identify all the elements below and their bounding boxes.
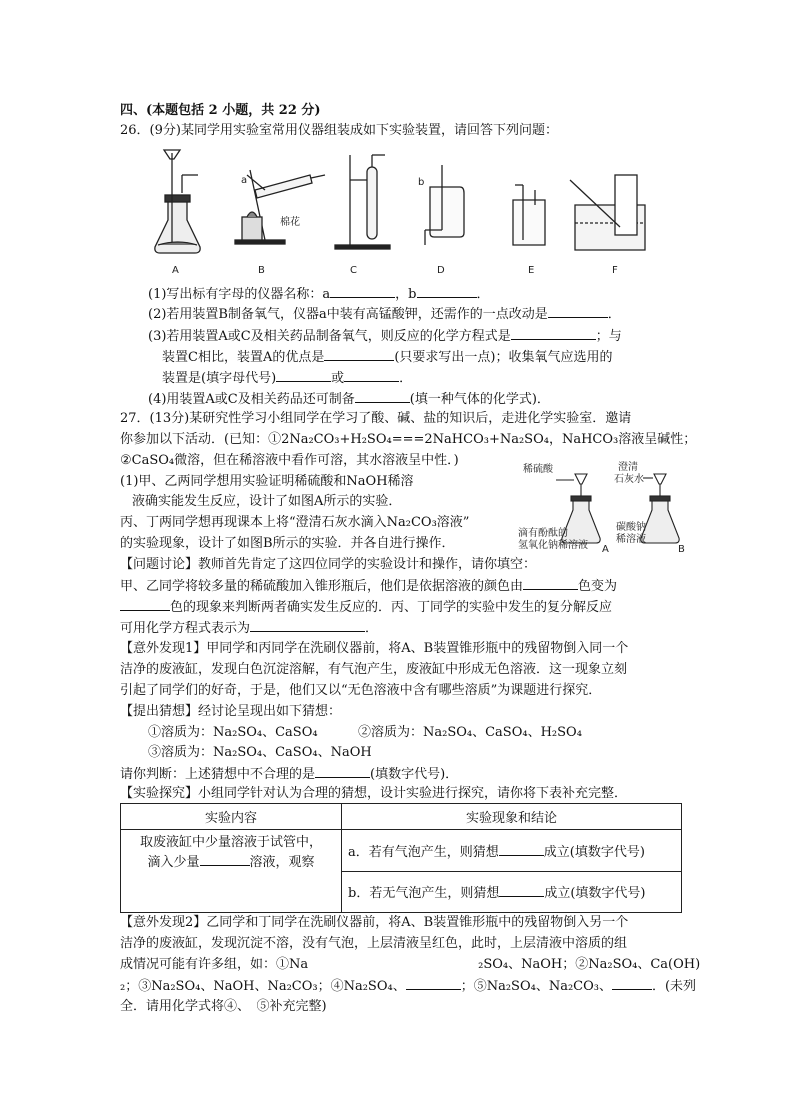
q27-discovery2-line4: ₂；③Na₂SO₄、NaOH、Na₂CO₃；④Na₂SO₄、 ；⑤Na₂SO₄、Na₂CO₃、 ．(未列: [120, 979, 697, 994]
hypothesis-3: ③溶质为：Na₂SO₄、CaSO₄、NaOH: [148, 745, 372, 760]
answer-blank[interactable]: [276, 369, 331, 382]
table-cell-procedure: 取废液缸中少量溶液于试管中， 滴入少量 溶液，观察: [121, 830, 342, 913]
fig-label-f: F: [612, 265, 618, 276]
answer-blank[interactable]: [324, 348, 394, 361]
fig-label-e: E: [528, 265, 535, 276]
q27-line3: ②CaSO₄微溶，但在稀溶液中看作可溶，其水溶液呈中性．): [120, 453, 459, 468]
apparatus-f: [570, 175, 645, 250]
q26-part3a: (3)若用装置A或C及相关药品制备氧气，则反应的化学方程式是 ；与: [148, 329, 622, 344]
q27-line9: 甲、乙同学将较多量的稀硫酸加入锥形瓶后，他们是依据溶液的颜色由 色变为: [120, 579, 618, 594]
answer-blank[interactable]: [612, 977, 652, 990]
answer-blank[interactable]: [406, 977, 461, 990]
flask-label-a: A: [602, 544, 609, 555]
q26-part2: (2)若用装置B制备氧气，仪器a中装有高锰酸钾，还需作的一点改动是 ．: [148, 307, 621, 322]
q26-part3c: 装置是(填字母代号) 或 ．: [162, 371, 413, 386]
answer-blank[interactable]: [330, 285, 395, 298]
answer-blank[interactable]: [417, 285, 477, 298]
flask-figure: [518, 460, 688, 555]
q27-line7: 的实验现象，设计了如图B所示的实验．并各自进行操作．: [120, 536, 455, 551]
flask-b: [641, 474, 679, 543]
q27-discovery1-line3: 引起了同学们的好奇，于是，他们又以“无色溶液中含有哪些溶质”为课题进行探究．: [120, 683, 602, 698]
label-carbonate-2: 稀溶液: [616, 534, 646, 545]
q27-discovery2-line5: 全．请用化学式将④、 ⑤补充完整): [120, 999, 327, 1014]
answer-blank[interactable]: [511, 327, 596, 340]
q27-hypothesis-title: 【提出猜想】经讨论呈现出如下猜想：: [120, 704, 342, 719]
q26-stem: 26．(9分)某同学用实验室常用仪器组装成如下实验装置，请回答下列问题：: [120, 123, 558, 138]
q27-line1: 27．(13分)某研究性学习小组同学在学习了酸、碱、盐的知识后，走进化学实验室．邀请: [120, 411, 632, 426]
answer-blank[interactable]: [499, 843, 544, 856]
answer-blank[interactable]: [200, 853, 250, 866]
fig-cotton-label: 棉花: [280, 217, 300, 228]
q27-explore-title: 【实验探究】小组同学针对认为合理的猜想，设计实验进行探究，请你将下表补充完整．: [120, 786, 628, 801]
fig-label-a: A: [172, 265, 179, 276]
fig-mark-b: b: [418, 177, 425, 188]
q27-line2: 你参加以下活动．(已知：①2Na₂CO₃+H₂SO₄===2NaHCO₃+Na₂SO₄，NaHCO₃溶液呈碱性；: [120, 432, 697, 447]
q27-judge: 请你判断：上述猜想中不合理的是 (填数字代号)．: [120, 767, 459, 782]
answer-blank[interactable]: [315, 765, 370, 778]
label-phenolphthalein-1: 滴有酚酞的: [518, 528, 568, 539]
apparatus-c: [335, 155, 390, 249]
table-header-result: 实验现象和结论: [342, 804, 682, 830]
section-title: 四、(本题包括 2 小题，共 22 分): [120, 103, 321, 118]
q26-part3b: 装置C相比，装置A的优点是 (只要求写出一点)；收集氧气应选用的: [162, 350, 613, 365]
q27-discovery1-line2: 洁净的废液缸，发现白色沉淀溶解，有气泡产生，废液缸中形成无色溶液．这一现象立刻: [120, 662, 628, 677]
answer-blank[interactable]: [250, 619, 365, 632]
apparatus-a: [155, 150, 200, 253]
answer-blank[interactable]: [523, 577, 578, 590]
q27-discovery2-line2: 洁净的废液缸，发现沉淀不溶，没有气泡，上层清液呈红色，此时，上层清液中溶质的组: [120, 936, 628, 951]
experiment-table: [120, 803, 682, 913]
table-cell-result-a: a．若有气泡产生，则猜想 成立(填数字代号): [342, 830, 682, 872]
q27-discovery2-line3: 成情况可能有许多组，如：①Na ₂SO₄、NaOH；②Na₂SO₄、Ca(OH): [120, 957, 701, 972]
fig-label-d: D: [437, 265, 445, 276]
q27-line4: (1)甲、乙两同学想用实验证明稀硫酸和NaOH稀溶: [120, 474, 414, 489]
answer-blank[interactable]: [344, 369, 399, 382]
apparatus-d: [425, 165, 464, 245]
fig-mark-a: a: [241, 175, 248, 186]
q27-discussion: 【问题讨论】教师首先肯定了这四位同学的实验设计和操作，请你填空：: [120, 557, 537, 572]
answer-blank[interactable]: [548, 305, 608, 318]
answer-blank[interactable]: [499, 884, 544, 897]
q27-discovery1-line1: 【意外发现1】甲同学和丙同学在洗刷仪器前，将A、B装置锥形瓶中的残留物倒入同一个: [120, 641, 629, 656]
apparatus-figure: [150, 145, 650, 280]
table-cell-result-b: b．若无气泡产生，则猜想 成立(填数字代号): [342, 871, 682, 913]
q26-part1: (1)写出标有字母的仪器名称：a ，b ．: [148, 287, 490, 302]
hypothesis-1: ①溶质为：Na₂SO₄、CaSO₄: [148, 725, 318, 740]
fig-label-c: C: [350, 265, 357, 276]
q27-discovery2-line1: 【意外发现2】乙同学和丁同学在洗刷仪器前，将A、B装置锥形瓶中的残留物倒入另一个: [120, 915, 629, 930]
table-header-content: 实验内容: [121, 804, 342, 830]
answer-blank[interactable]: [120, 598, 170, 611]
apparatus-b: [235, 170, 325, 244]
q27-line11: 可用化学方程式表示为 ．: [120, 621, 379, 636]
q27-line6: 丙、丁两同学想再现课本上将“澄清石灰水滴入Na₂CO₃溶液”: [120, 515, 470, 530]
label-limewater-2: 石灰水: [614, 474, 644, 485]
answer-blank[interactable]: [355, 390, 410, 403]
hypothesis-2: ②溶质为：Na₂SO₄、CaSO₄、H₂SO₄: [358, 725, 582, 740]
q27-line10: 色的现象来判断两者确实发生反应的．丙、丁同学的实验中发生的复分解反应: [120, 598, 612, 617]
fig-label-b: B: [258, 265, 265, 276]
label-phenolphthalein-2: 氢氧化钠稀溶液: [518, 540, 588, 551]
q26-part4: (4)用装置A或C及相关药品还可制备 (填一种气体的化学式)．: [148, 392, 550, 407]
label-limewater-1: 澄清: [618, 462, 638, 473]
apparatus-e: [513, 185, 545, 245]
label-carbonate-1: 碳酸钠: [616, 522, 646, 533]
label-dilute-acid: 稀硫酸: [523, 464, 553, 475]
flask-label-b: B: [678, 544, 685, 555]
q27-line5: 液确实能发生反应，设计了如图A所示的实验．: [132, 494, 402, 509]
